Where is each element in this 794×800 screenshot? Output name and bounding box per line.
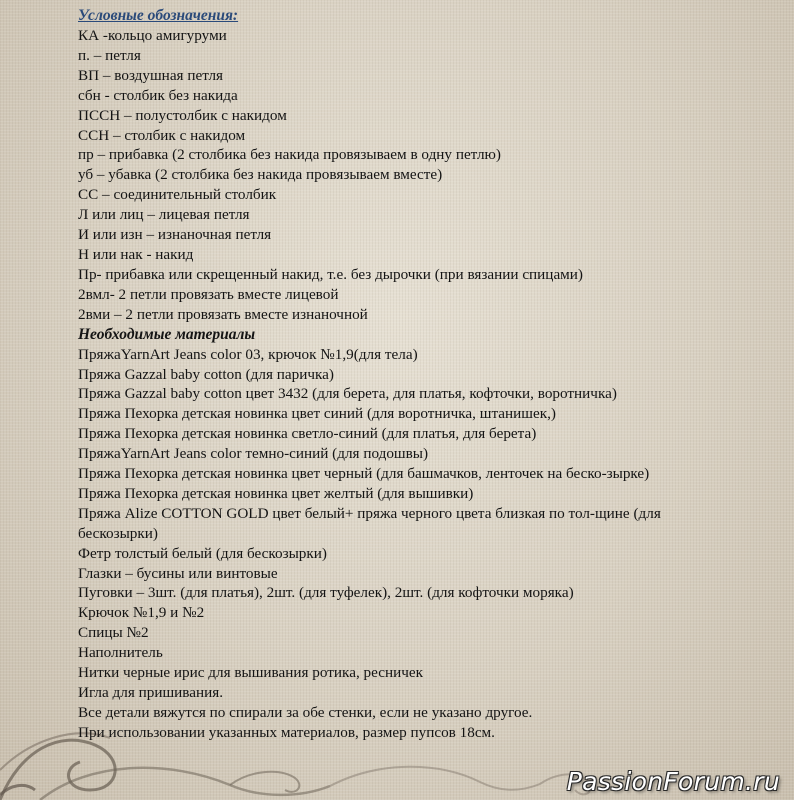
materials-item: ПряжаYarnArt Jeans color 03, крючок №1,9(для тела) bbox=[78, 345, 418, 363]
materials-item: При использовании указанных материалов, размер пупсов 18см. bbox=[78, 723, 495, 741]
legend-item: ССН – столбик с накидом bbox=[78, 126, 246, 144]
legend-item: уб – убавка (2 столбика без накида провязываем вместе) bbox=[78, 166, 443, 184]
legend-item: ВП – воздушная петля bbox=[78, 66, 224, 84]
materials-item: Пряжа Gazzal baby cotton цвет 3432 (для берета, для платья, кофточки, воротничка) bbox=[78, 385, 617, 403]
legend-item: п. – петля bbox=[78, 46, 141, 64]
materials-item: Пряжа Пехорка детская новинка цвет желтый (для вышивки) bbox=[78, 484, 474, 502]
materials-item: Пряжа Gazzal baby cotton (для паричка) bbox=[78, 365, 334, 383]
legend-item: пр – прибавка (2 столбика без накида провязываем в одну петлю) bbox=[78, 146, 501, 164]
materials-item: ПряжаYarnArt Jeans color темно-синий (для подошвы) bbox=[78, 445, 429, 463]
materials-item: Фетр толстый белый (для бескозырки) bbox=[78, 544, 327, 562]
site-watermark: PassionForum.ru bbox=[566, 767, 780, 796]
legend-item: ПССН – полустолбик с накидом bbox=[78, 106, 287, 124]
legend-item: И или изн – изнаночная петля bbox=[78, 226, 272, 244]
materials-item: Пряжа Пехорка детская новинка светло-синий (для платья, для берета) bbox=[78, 425, 537, 443]
materials-item: Спицы №2 bbox=[78, 624, 149, 642]
materials-item: Все детали вяжутся по спирали за обе стенки, если не указано другое. bbox=[78, 703, 533, 721]
legend-heading: Условные обозначения: bbox=[78, 7, 239, 24]
materials-list bbox=[78, 345, 778, 743]
document-page bbox=[78, 6, 778, 743]
materials-item: Пуговки – 3шт. (для платья), 2шт. (для туфелек), 2шт. (для кофточки моряка) bbox=[78, 584, 574, 602]
legend-item: СС – соединительный столбик bbox=[78, 186, 277, 204]
materials-heading: Необходимые материалы bbox=[78, 325, 256, 343]
materials-item: Пряжа Alize COTTON GOLD цвет белый+ пряжа черного цвета близкая по тол-щине (для бескозырки) bbox=[78, 504, 661, 542]
materials-item: Крючок №1,9 и №2 bbox=[78, 604, 205, 622]
materials-item: Пряжа Пехорка детская новинка цвет синий (для воротничка, штанишек,) bbox=[78, 405, 556, 423]
materials-item: Наполнитель bbox=[78, 644, 163, 662]
legend-item: 2вми – 2 петли провязать вместе изнаночной bbox=[78, 305, 368, 323]
legend-item: 2вмл- 2 петли провязать вместе лицевой bbox=[78, 285, 339, 303]
legend-item: Л или лиц – лицевая петля bbox=[78, 206, 250, 224]
materials-item: Нитки черные ирис для вышивания ротика, ресничек bbox=[78, 664, 424, 682]
materials-item: Игла для пришивания. bbox=[78, 684, 224, 701]
legend-list bbox=[78, 26, 778, 325]
legend-item: Н или нак - накид bbox=[78, 245, 194, 263]
legend-item: сбн - столбик без накида bbox=[78, 86, 238, 104]
legend-item: КА -кольцо амигуруми bbox=[78, 27, 227, 44]
materials-item: Глазки – бусины или винтовые bbox=[78, 564, 278, 582]
materials-item: Пряжа Пехорка детская новинка цвет черный (для башмачков, ленточек на беско-зырке) bbox=[78, 465, 650, 483]
legend-item: Пр- прибавка или скрещенный накид, т.е. без дырочки (при вязании спицами) bbox=[78, 265, 583, 283]
